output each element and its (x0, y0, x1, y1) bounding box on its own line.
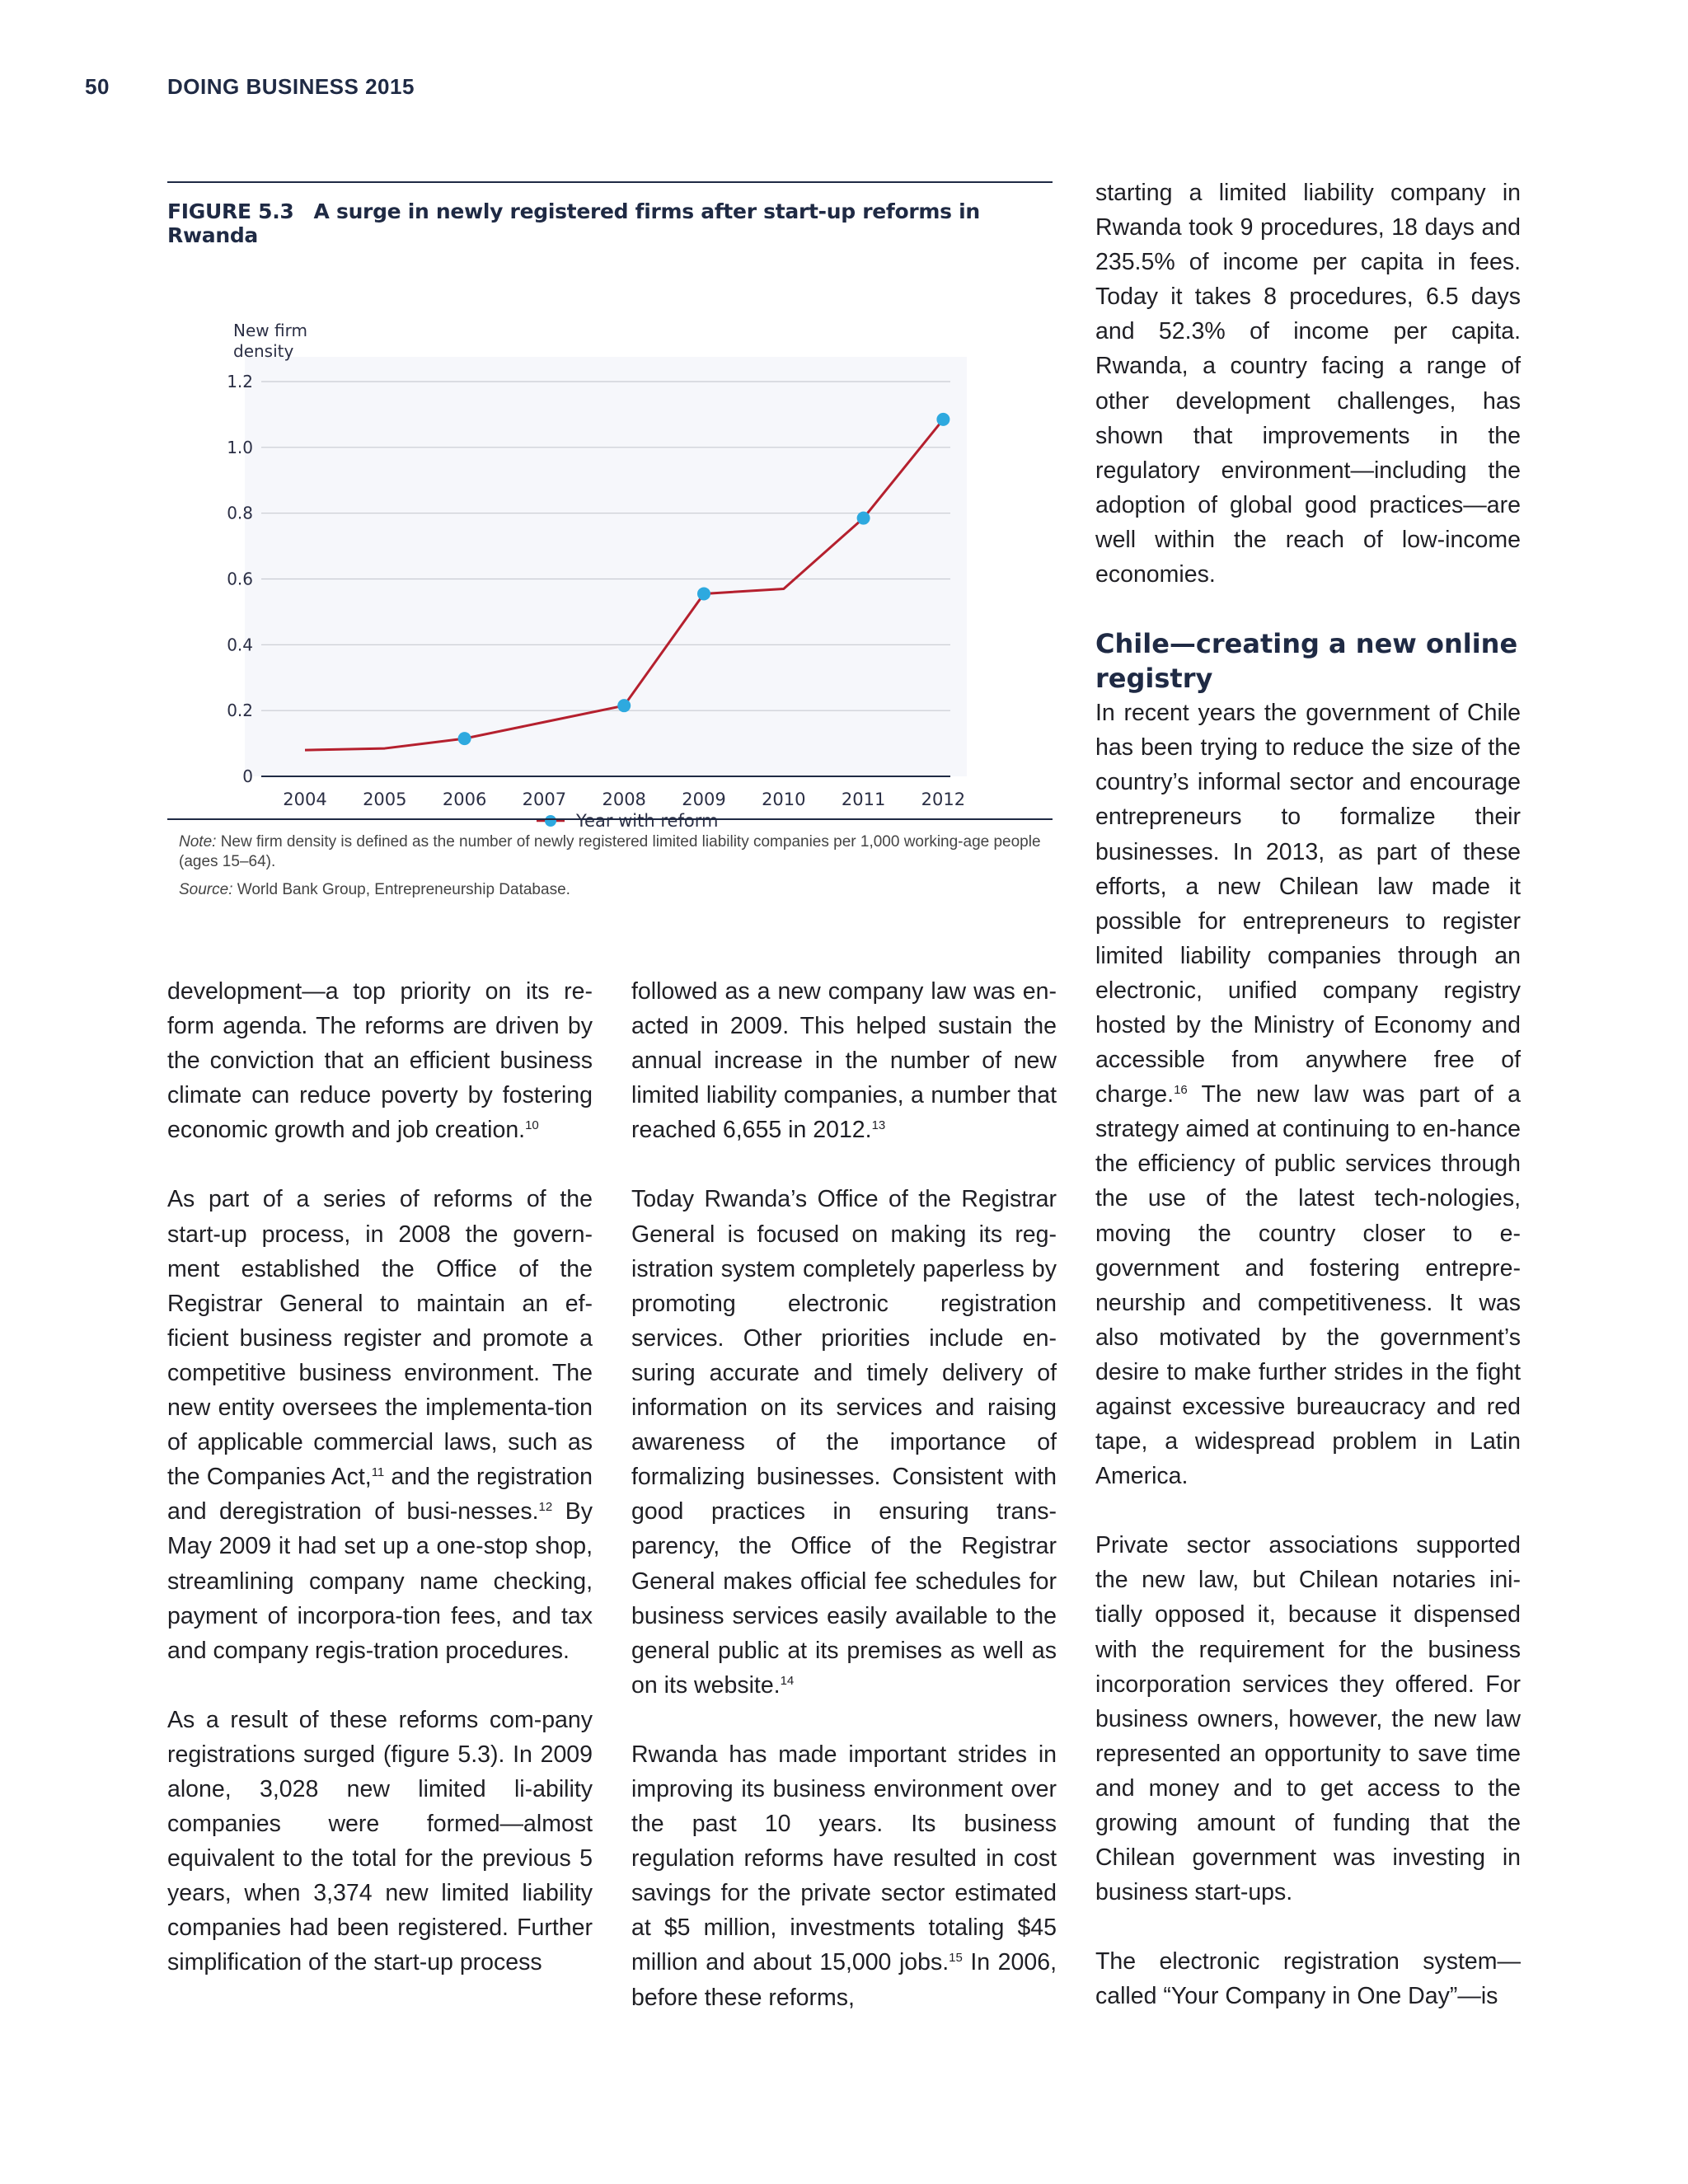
paragraph: Rwanda has made important strides in improving its business environment over the past 10 years. Its business regulation reforms have resulted in cost savings for the private sector estimated at $5 million, investments totaling $45 million and about 15,000 jobs.$^{15}$ In 2006, before these reforms, (631, 1741, 1057, 2011)
footnote-ref[interactable]: 15 (949, 1951, 963, 1966)
figure-number: FIGURE 5.3 (167, 199, 294, 223)
column-3 (1095, 176, 1521, 2049)
paragraph: followed as a new company law was en-acted in 2009. This helped sustain the annual increase in the number of new limited liability companies, a number that reached 6,655 in 2012.13 (631, 978, 1057, 1144)
reform-year-marker (458, 732, 471, 745)
figure-source (179, 880, 1044, 900)
reform-year-marker (857, 512, 870, 525)
y-axis-label-line2: density (233, 341, 294, 361)
y-tick-label: 0.2 (227, 701, 253, 721)
figure-5-3 (167, 181, 1053, 898)
column-1 (167, 974, 593, 2015)
y-axis-label-line1: New firm (233, 321, 307, 340)
paragraph: Private sector associations supported the new law, but Chilean notaries ini-tially opposed it, because it dispensed with the requirement for the business incorporation services they offered. For business owners, however, the new law represented an opportunity to save time and money and to get access to the growing amount of funding that the Chilean government was investing in business start-ups. (1095, 1532, 1521, 1906)
line-chart (167, 247, 1053, 831)
y-tick-label: 0.6 (227, 569, 253, 589)
chart-area (167, 247, 1053, 831)
figure-top-rule (167, 181, 1053, 183)
legend-label: Year with reform (576, 811, 719, 831)
paragraph: development—a top priority on its re-form agenda. The reforms are driven by the conviction that an efficient business climate can reduce poverty by fostering economic growth and job creation.$^{10}$ (167, 978, 593, 1144)
x-tick-label: 2011 (841, 790, 886, 809)
legend (537, 811, 718, 831)
y-tick-label: 1.2 (227, 372, 253, 391)
reform-year-marker (936, 413, 950, 426)
footnote-ref[interactable]: 10 (525, 1118, 539, 1133)
x-tick-label: 2005 (363, 790, 407, 809)
figure-notes (179, 832, 1044, 908)
source-label: Source: (179, 881, 233, 898)
paragraph: As part of a series of reforms of the start-up process, in 2008 the govern-ment established the Office of the Registrar General to maintain an ef-ficient business register and promote a competitive business environment. The new entity oversees the implementa-tion of applicable commercial laws, such as the Companies Act,$^{11}$ and the registration and deregistration of busi-nesses.$^{12}$ By May 2009 it had set up a one-stop shop, streamlining company name checking, payment of incorpora-tion fees, and tax and company regis-tration procedures. (167, 1186, 593, 1664)
source-text: World Bank Group, Entrepreneurship Database. (237, 881, 570, 898)
legend-marker (545, 815, 556, 827)
y-tick-label: 0 (242, 766, 253, 786)
paragraph: In recent years the government of Chile has been trying to reduce the size of the country’s informal sector and encourage entrepreneurs to formalize their businesses. In 2013, as part of these efforts, a new Chilean law made it possible for entrepreneurs to register limited liability companies through an electronic, unified company registry hosted by the Ministry of Economy and accessible from anywhere free of charge.$^{16}$ The new law was part of a strategy aimed at continuing to en-hance the efficiency of public services through the use of the latest tech-nologies, moving the country closer to e-government and fostering entrepre-neurship and competitiveness. It was also motivated by the government’s desire to make further strides in the fight against excessive bureaucracy and red tape, a widespread problem in Latin America. (1095, 700, 1521, 1490)
page-number: 50 (85, 74, 110, 99)
footnote-ref[interactable]: 14 (780, 1673, 795, 1688)
reform-year-marker (697, 587, 710, 600)
page-header (85, 74, 415, 100)
footnote-ref[interactable]: 13 (871, 1118, 886, 1133)
figure-title (167, 199, 1053, 247)
x-tick-label: 2009 (682, 790, 726, 809)
paragraph: Today Rwanda’s Office of the Registrar General is focused on making its reg-istration system completely paperless by promoting electronic registration services. Other priorities include en-suring accurate and timely delivery of information on its services and raising awareness of the importance of formalizing businesses. Consistent with good practices in ensuring trans-parency, the Office of the Registrar General makes official fee schedules for business services easily available to the general public at its premises as well as on its website.$^{14}$ (631, 1186, 1057, 1699)
x-tick-label: 2006 (442, 790, 487, 809)
paragraph: starting a limited liability company in Rwanda took 9 procedures, 18 days and 235.5% of income per capita in fees. Today it takes 8 procedures, 6.5 days and 52.3% of income per capita. Rwanda, a country facing a range of other development challenges, has shown that improvements in the regulatory environment—including the adoption of global good practices—are well within the reach of low-income economies. (1095, 180, 1521, 588)
section-heading: Chile—creating a new online registry (1095, 628, 1518, 695)
x-tick-label: 2010 (762, 790, 806, 809)
footnote-ref[interactable]: 16 (1174, 1083, 1188, 1098)
paragraph: The electronic registration system—called “Your Company in One Day”—is (1095, 1948, 1521, 2010)
figure-note (179, 832, 1044, 872)
footnote-ref[interactable]: 12 (538, 1500, 553, 1515)
column-2 (631, 974, 1057, 2050)
y-tick-label: 0.4 (227, 635, 253, 655)
x-tick-label: 2007 (522, 790, 567, 809)
plot-background (245, 357, 967, 776)
running-title: DOING BUSINESS 2015 (167, 74, 415, 99)
figure-caption: A surge in newly registered firms after start-up reforms in Rwanda (167, 199, 980, 247)
y-tick-label: 1.0 (227, 437, 253, 457)
note-text: New firm density is defined as the number of newly registered limited liability companies per 1,000 working-age people (ages 15–64). (179, 833, 1041, 870)
x-tick-label: 2012 (921, 790, 966, 809)
paragraph: As a result of these reforms com-pany registrations surged (figure 5.3). In 2009 alone, 3,028 new limited li-ability companies were formed—almost equivalent to the total for the previous 5 years, when 3,374 new limited liability companies had been registered. Further simplification of the start-up process (167, 1706, 593, 1976)
x-tick-label: 2008 (602, 790, 646, 809)
note-label: Note: (179, 833, 217, 851)
figure-bottom-rule (167, 818, 1053, 820)
footnote-ref[interactable]: 11 (371, 1465, 385, 1480)
x-tick-label: 2004 (283, 790, 327, 809)
reform-year-marker (617, 699, 631, 712)
y-tick-label: 0.8 (227, 503, 253, 523)
